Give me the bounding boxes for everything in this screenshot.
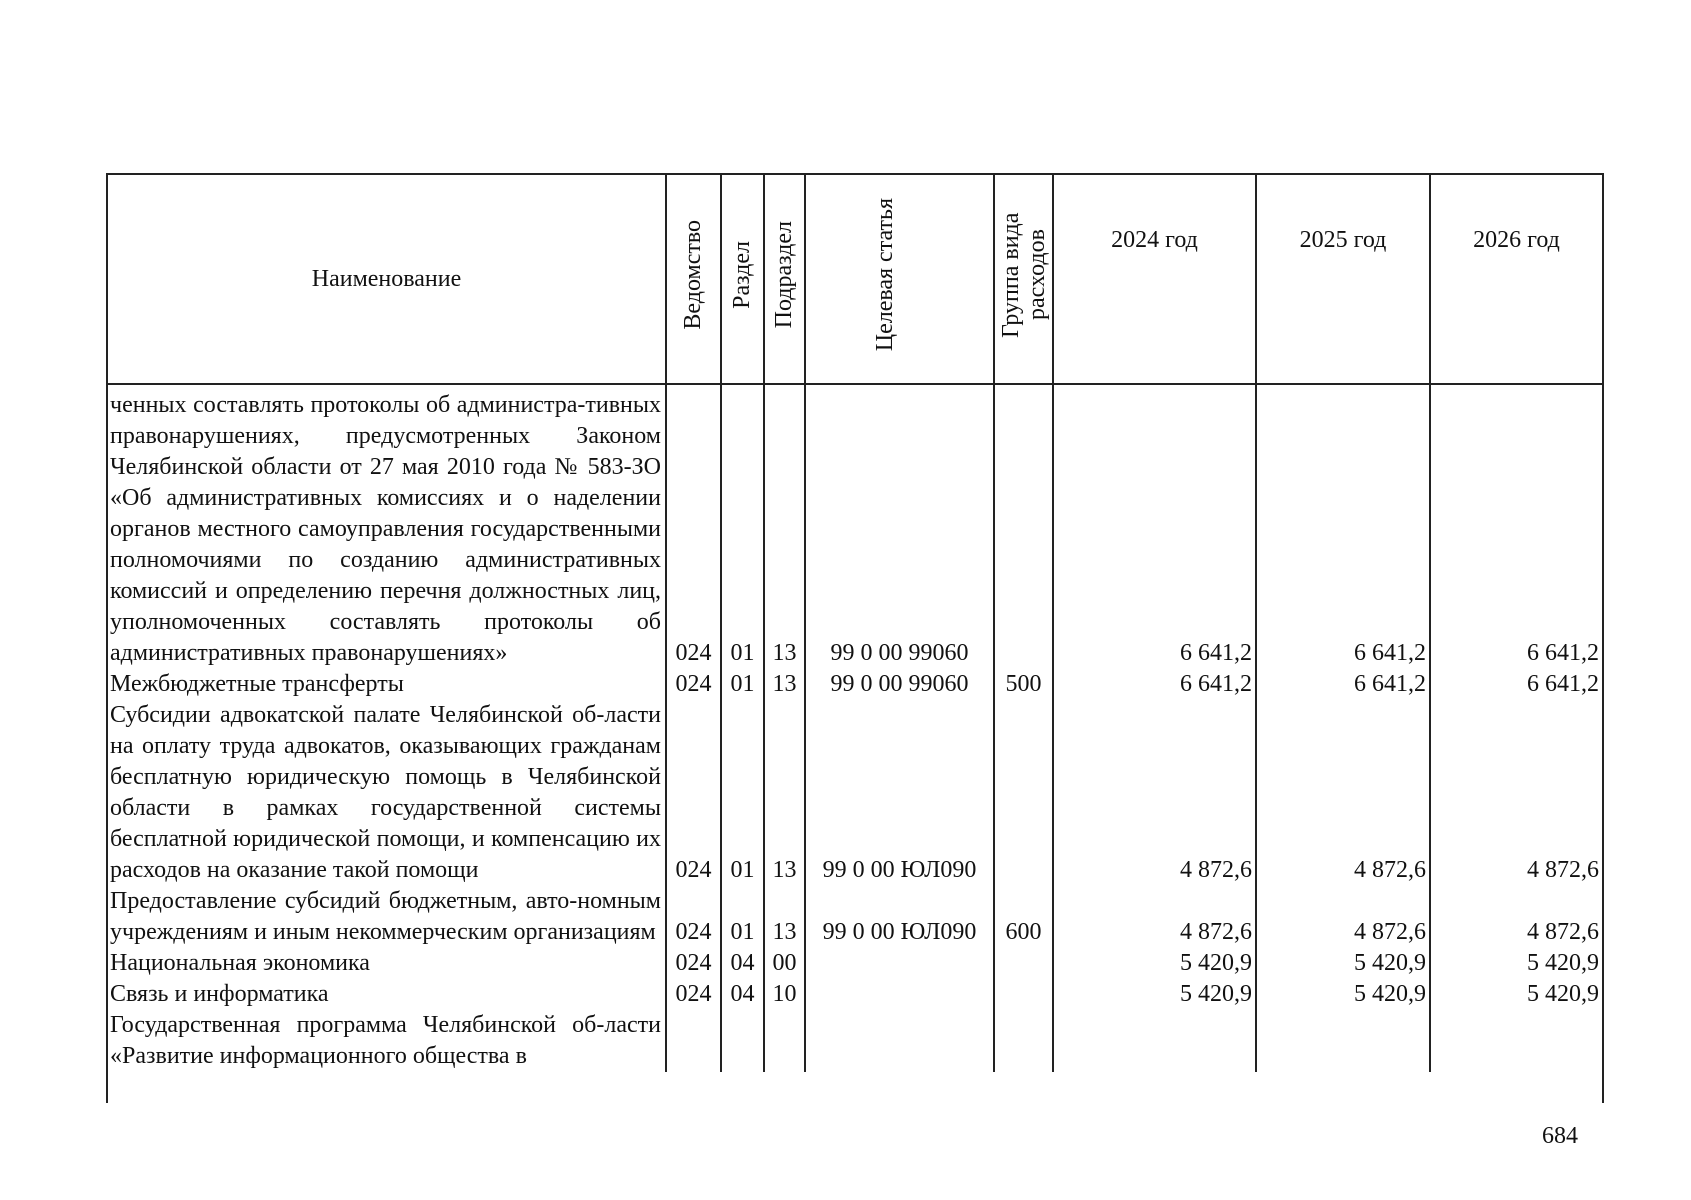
row-subsection: 13 [764, 886, 805, 948]
row-name: Предоставление субсидий бюджетным, авто-номным учреждениям и иным некоммерческим организациям [110, 888, 661, 945]
row-amount-2026: 5 420,9 [1430, 979, 1602, 1010]
row-amount-2026: 5 420,9 [1430, 948, 1602, 979]
row-amount-2024: 4 872,6 [1053, 700, 1256, 886]
row-expense-group [994, 948, 1053, 979]
row-section: 01 [721, 384, 764, 669]
row-amount-2025 [1256, 1010, 1430, 1072]
row-amount-2024: 5 420,9 [1053, 979, 1256, 1010]
row-amount-2026: 6 641,2 [1430, 384, 1602, 669]
row-amount-2024: 4 872,6 [1053, 886, 1256, 948]
row-target-article: 99 0 00 ЮЛ090 [805, 700, 994, 886]
row-section: 04 [721, 948, 764, 979]
header-year-2024: 2024 год [1053, 175, 1256, 384]
row-department: 024 [666, 384, 721, 669]
row-amount-2026: 4 872,6 [1430, 886, 1602, 948]
row-amount-2025: 6 641,2 [1256, 669, 1430, 700]
header-name: Наименование [108, 175, 666, 384]
row-name: Связь и информатика [110, 981, 329, 1007]
header-department: Ведомство [666, 175, 721, 384]
table-row [108, 1010, 1602, 1072]
table-row [108, 886, 1602, 948]
row-department: 024 [666, 979, 721, 1010]
row-expense-group [994, 700, 1053, 886]
table-row [108, 979, 1602, 1010]
row-section: 01 [721, 886, 764, 948]
row-subsection: 13 [764, 669, 805, 700]
row-amount-2025: 4 872,6 [1256, 886, 1430, 948]
table-row [108, 669, 1602, 700]
table-row [108, 948, 1602, 979]
row-expense-group [994, 979, 1053, 1010]
row-amount-2025: 5 420,9 [1256, 948, 1430, 979]
row-expense-group [994, 384, 1053, 669]
row-target-article [805, 948, 994, 979]
row-expense-group: 500 [994, 669, 1053, 700]
row-subsection: 13 [764, 700, 805, 886]
row-amount-2024: 6 641,2 [1053, 669, 1256, 700]
row-section [721, 1010, 764, 1072]
row-amount-2024 [1053, 1010, 1256, 1072]
row-target-article [805, 979, 994, 1010]
row-amount-2026: 6 641,2 [1430, 669, 1602, 700]
row-section: 01 [721, 669, 764, 700]
row-target-article [805, 1010, 994, 1072]
page-number: 684 [1542, 1123, 1578, 1149]
header-subsection: Подраздел [764, 175, 805, 384]
row-subsection: 13 [764, 384, 805, 669]
budget-table-frame [106, 173, 1604, 1103]
header-section: Раздел [721, 175, 764, 384]
row-subsection: 00 [764, 948, 805, 979]
row-amount-2025: 5 420,9 [1256, 979, 1430, 1010]
row-subsection: 10 [764, 979, 805, 1010]
row-amount-2026 [1430, 1010, 1602, 1072]
header-expense-group: Группа вида расходов [994, 175, 1053, 384]
row-department [666, 1010, 721, 1072]
row-amount-2025: 4 872,6 [1256, 700, 1430, 886]
row-section: 04 [721, 979, 764, 1010]
row-subsection [764, 1010, 805, 1072]
row-expense-group [994, 1010, 1053, 1072]
row-department: 024 [666, 700, 721, 886]
table-row [108, 384, 1602, 669]
row-department: 024 [666, 886, 721, 948]
row-amount-2025: 6 641,2 [1256, 384, 1430, 669]
row-target-article: 99 0 00 ЮЛ090 [805, 886, 994, 948]
row-name: Государственная программа Челябинской об-ласти «Развитие информационного общества в [110, 1012, 661, 1069]
row-target-article: 99 0 00 99060 [805, 384, 994, 669]
table-row [108, 700, 1602, 886]
row-amount-2024: 6 641,2 [1053, 384, 1256, 669]
row-amount-2026: 4 872,6 [1430, 700, 1602, 886]
row-department: 024 [666, 948, 721, 979]
row-name: ченных составлять протоколы об администра-тивных правонарушениях, предусмотренных Законом Челябинской области от 27 мая 2010 года № 583-ЗО «Об административных комиссиях и о наделении органов местного самоуправления государственными полномочиями по созданию административных комиссий и определению перечня должностных лиц, уполномоченных составлять протоколы об административных правонарушениях» [110, 392, 661, 666]
row-name: Национальная экономика [110, 950, 370, 976]
row-target-article: 99 0 00 99060 [805, 669, 994, 700]
row-expense-group: 600 [994, 886, 1053, 948]
row-name: Межбюджетные трансферты [110, 671, 404, 697]
row-section: 01 [721, 700, 764, 886]
header-year-2025: 2025 год [1256, 175, 1430, 384]
row-amount-2024: 5 420,9 [1053, 948, 1256, 979]
header-year-2026: 2026 год [1430, 175, 1602, 384]
budget-table [108, 175, 1602, 1072]
row-name: Субсидии адвокатской палате Челябинской об-ласти на оплату труда адвокатов, оказывающих гражданам бесплатную юридическую помощь в Челябинской области в рамках государственной системы бесплатной юридической помощи, и компенсацию их расходов на оказание такой помощи [110, 702, 661, 883]
row-department: 024 [666, 669, 721, 700]
header-target-article: Целевая статья [805, 175, 994, 384]
table-header-row [108, 175, 1602, 384]
